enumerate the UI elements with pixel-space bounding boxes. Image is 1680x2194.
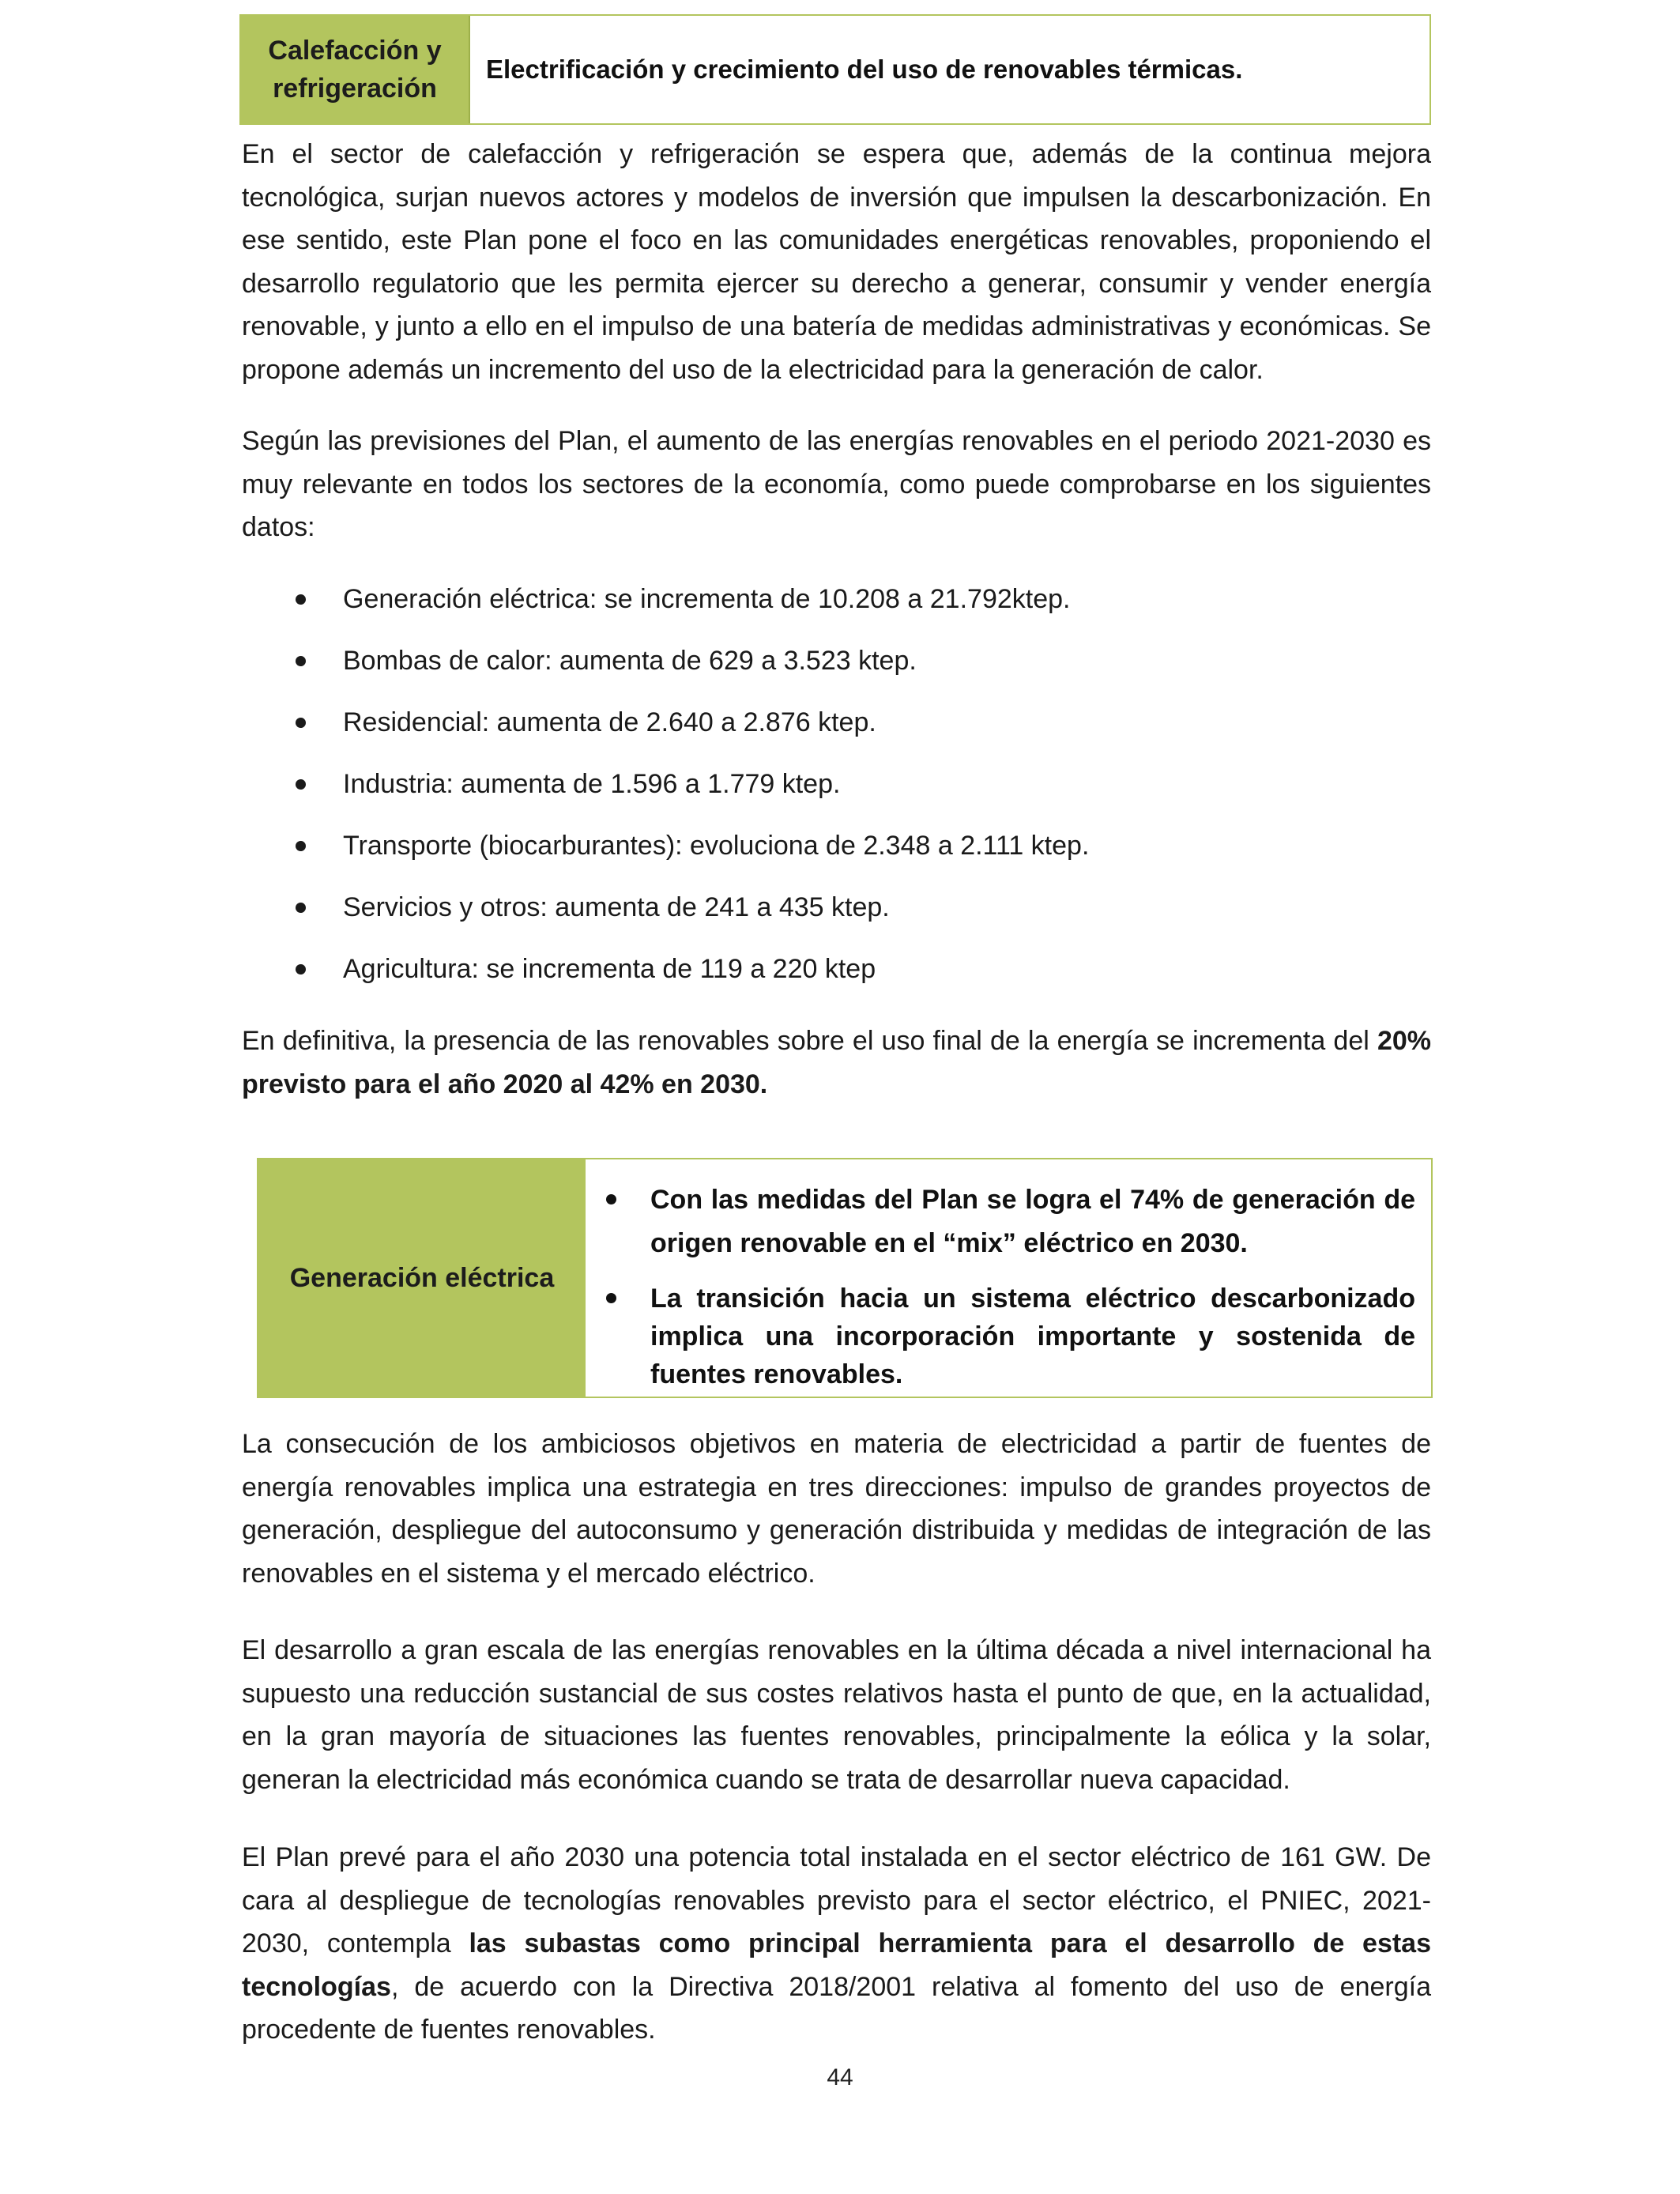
paragraph-text: En definitiva, la presencia de las renovables sobre el uso final de la energía se incrementa del — [242, 1026, 1377, 1056]
paragraph-cost-reduction: El desarrollo a gran escala de las energías renovables en la última década a nivel internacional ha supuesto una reducción sustancial de sus costes relativos hasta el punto de que, en la actualidad, en la gran mayoría de situaciones las fuentes renovables, principalmente la eólica y la solar, generan la electricidad más económica cuando se trata de desarrollar nueva capacidad. — [242, 1635, 1431, 1795]
summary-box-item — [598, 1178, 1415, 1265]
summary-box-label: Generación eléctrica — [258, 1159, 586, 1397]
summary-box-text: Electrificación y crecimiento del uso de renovables térmicas. — [486, 55, 1243, 84]
paragraph-final-use-share — [242, 1020, 1431, 1106]
paragraph-electricity-strategy: La consecución de los ambiciosos objetivos en materia de electricidad a partir de fuentes de energía renovables implica una estrategia en tres direcciones: impulso de grandes proyectos de generación, despliegue del autoconsumo y generación distribuida y medidas de integración de las renovables en el sistema y el mercado eléctrico. — [242, 1429, 1431, 1589]
list-item-text: Industria: aumenta de 1.596 a 1.779 ktep. — [343, 769, 841, 799]
list-item — [242, 884, 1431, 945]
list-item — [242, 699, 1431, 760]
paragraph-plan-forecast: Según las previsiones del Plan, el aumento de las energías renovables en el periodo 2021-2030 es muy relevante en todos los sectores de la economía, como puede comprobarse en los siguientes datos: — [242, 426, 1431, 542]
list-item-text: Residencial: aumenta de 2.640 a 2.876 ktep. — [343, 707, 876, 737]
bullet-icon — [606, 1293, 616, 1303]
paragraph-text: El Plan prevé para el año 2030 una potencia total instalada en el sector eléctrico de 161 GW. De cara al despliegue de tecnologías renovables previsto para el sector eléctrico, el PNIEC, 2021-2030, contempla — [242, 1842, 1431, 1958]
list-item — [242, 575, 1431, 637]
paragraph-highlight: 20% previsto para el año 2020 al 42% en 2030. — [242, 1026, 1431, 1099]
page-number: 44 — [827, 2064, 853, 2090]
list-item — [242, 945, 1431, 1007]
bullet-icon — [296, 964, 306, 974]
bullet-icon — [296, 656, 306, 666]
bullet-icon — [296, 779, 306, 790]
bullet-icon — [296, 594, 306, 605]
summary-box-label: Calefacción y refrigeración — [241, 16, 470, 123]
summary-box-heating — [239, 14, 1431, 125]
list-item-text: Bombas de calor: aumenta de 629 a 3.523 ktep. — [343, 646, 917, 676]
paragraph-text: , de acuerdo con la Directiva 2018/2001 relativa al fomento del uso de energía procedente de fuentes renovables. — [242, 1971, 1431, 2045]
bullet-icon — [296, 841, 306, 851]
paragraph-highlight: las subastas como principal herramienta para el desarrollo de estas tecnologías — [242, 1928, 1431, 2002]
renewables-increase-list — [242, 575, 1431, 1007]
list-item-text: Generación eléctrica: se incrementa de 10.208 a 21.792ktep. — [343, 584, 1071, 614]
list-item — [242, 760, 1431, 822]
bullet-icon — [296, 718, 306, 728]
bullet-icon — [296, 903, 306, 913]
summary-box-item-text: Con las medidas del Plan se logra el 74% de generación de origen renovable en el “mix” eléctrico en 2030. — [650, 1185, 1415, 1258]
list-item-text: Servicios y otros: aumenta de 241 a 435 ktep. — [343, 892, 890, 922]
list-item-text: Transporte (biocarburantes): evoluciona de 2.348 a 2.111 ktep. — [343, 831, 1090, 861]
list-item-text: Agricultura: se incrementa de 119 a 220 ktep — [343, 954, 876, 984]
summary-box-item-text: La transición hacia un sistema eléctrico descarbonizado implica una incorporación importante y sostenida de fuentes renovables. — [650, 1284, 1415, 1389]
paragraph-auctions — [242, 1836, 1431, 2052]
list-item — [242, 637, 1431, 699]
summary-box-item — [598, 1280, 1415, 1393]
summary-box-electric-generation — [257, 1158, 1433, 1398]
paragraph-heating-sector: En el sector de calefacción y refrigeración se espera que, además de la continua mejora tecnológica, surjan nuevos actores y modelos de inversión que impulsen la descarbonización. En ese sentido, este Plan pone el foco en las comunidades energéticas renovables, proponiendo el desarrollo regulatorio que les permita ejercer su derecho a generar, consumir y vender energía renovable, y junto a ello en el impulso de una batería de medidas administrativas y económicas. Se propone además un incremento del uso de la electricidad para la generación de calor. — [242, 139, 1431, 385]
bullet-icon — [606, 1194, 616, 1204]
list-item — [242, 822, 1431, 884]
summary-box-content — [586, 1159, 1431, 1397]
